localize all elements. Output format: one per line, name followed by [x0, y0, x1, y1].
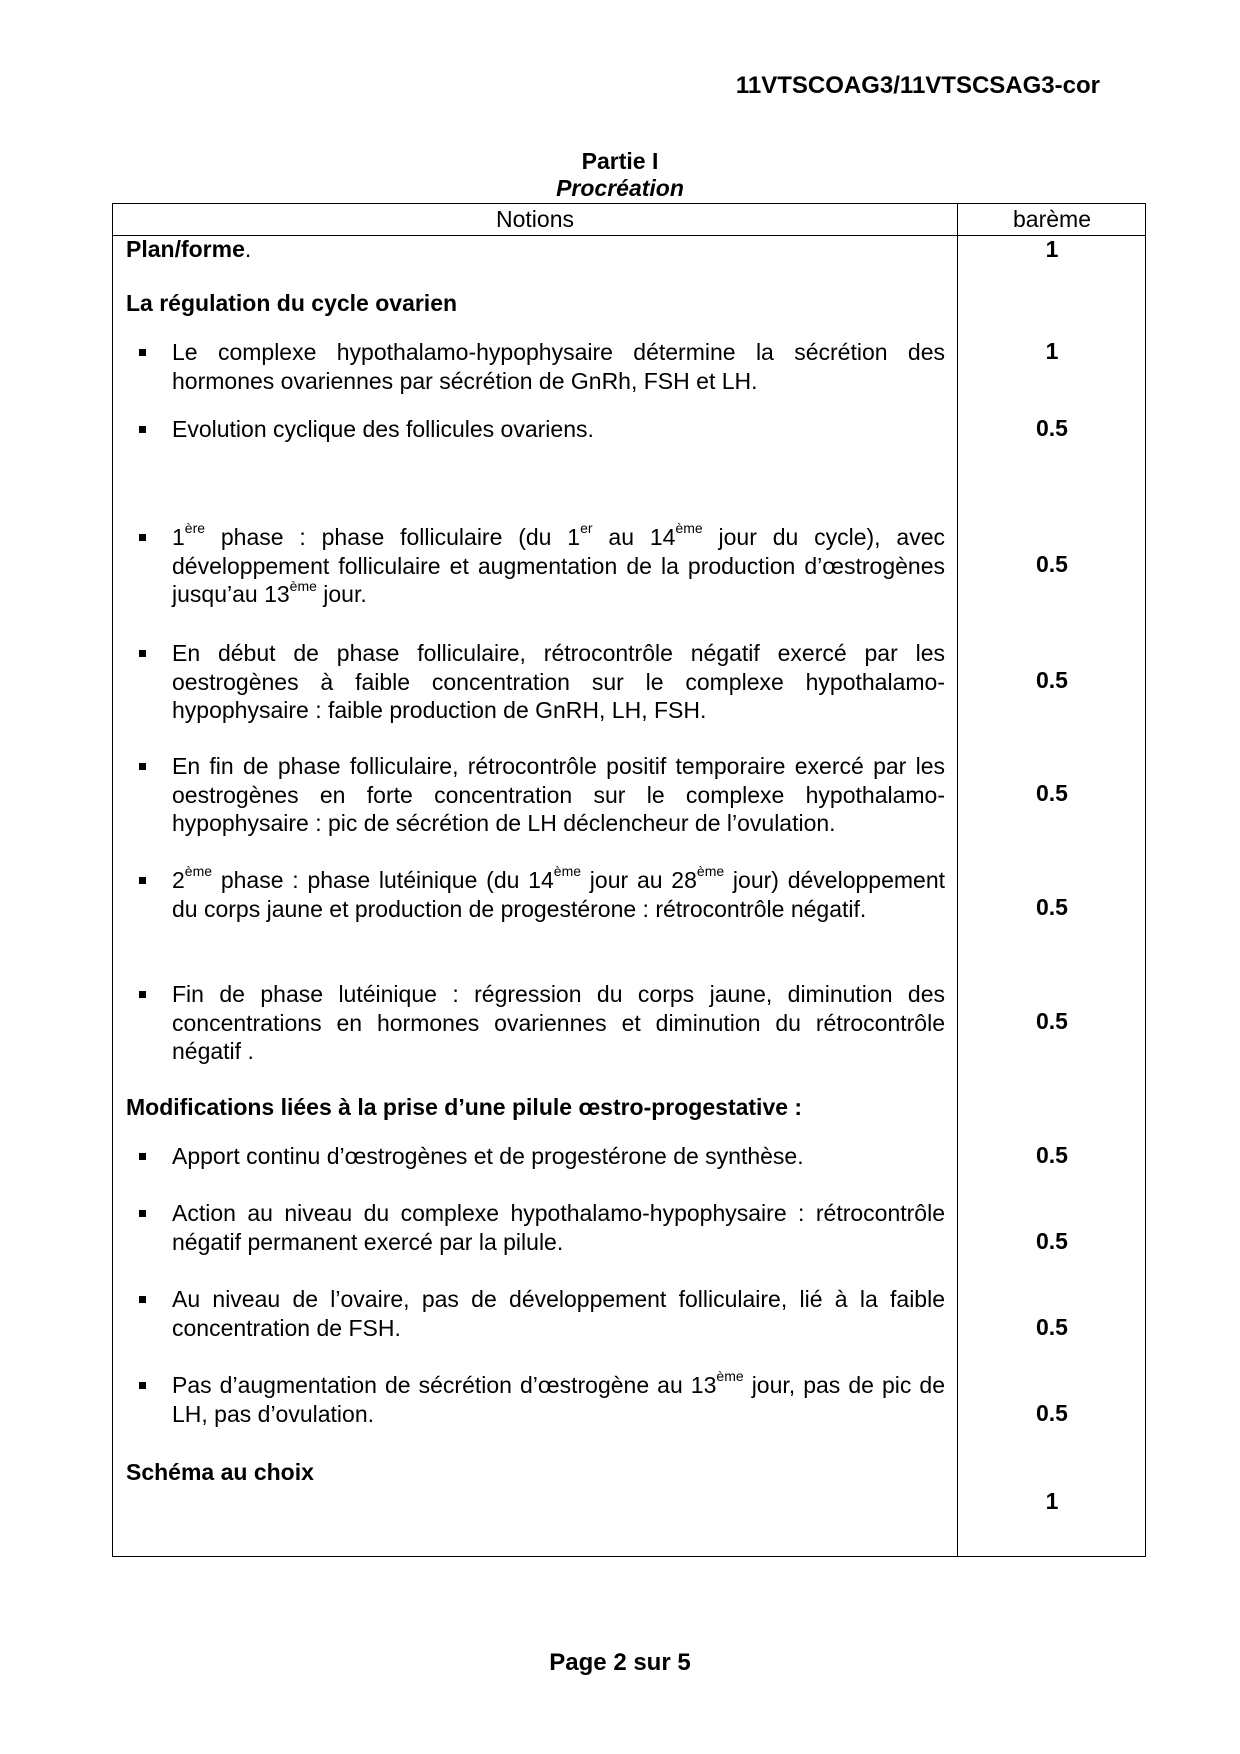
bullet-icon: [139, 426, 146, 433]
section-title-pilule: Modifications liées à la prise d’une pilule œstro-progestative :: [126, 1094, 803, 1120]
item-score: 0.5: [1036, 667, 1068, 693]
bullet-icon: [139, 650, 146, 657]
plan-score: 1: [1045, 236, 1059, 262]
item-score: 0.5: [1036, 1400, 1068, 1426]
bullet-icon: [139, 991, 146, 998]
column-header-bareme: barème: [1013, 206, 1091, 232]
column-divider: [957, 203, 958, 1557]
bullet-icon: [139, 1382, 146, 1389]
page-number: Page 2 sur 5: [549, 1649, 691, 1676]
bullet-icon: [139, 1210, 146, 1217]
item-score: 0.5: [1036, 415, 1068, 441]
section-title-schema: Schéma au choix: [126, 1459, 314, 1485]
plan-dot: .: [244, 236, 252, 262]
part-title: Partie I: [581, 148, 659, 174]
notion-item: 1ère phase : phase folliculaire (du 1er au 14ème jour du cycle), avec développement folliculaire et augmentation de la production d’œstrogènes jusqu’au 13ème jour.: [172, 520, 945, 608]
notion-item: Fin de phase lutéinique : régression du corps jaune, diminution des concentrations en hormones ovariennes et diminution du rétrocontrôle négatif .: [172, 981, 945, 1065]
column-header-notions: Notions: [496, 206, 574, 232]
bullet-icon: [139, 349, 146, 356]
notion-item: Le complexe hypothalamo-hypophysaire détermine la sécrétion des hormones ovariennes par sécrétion de GnRh, FSH et LH.: [172, 339, 945, 394]
item-score: 0.5: [1036, 1228, 1068, 1254]
notion-item: Au niveau de l’ovaire, pas de développement folliculaire, lié à la faible concentration de FSH.: [172, 1286, 945, 1341]
item-score: 0.5: [1036, 1142, 1068, 1168]
bullet-icon: [139, 534, 146, 541]
bullet-icon: [139, 763, 146, 770]
item-score: 0.5: [1036, 1314, 1068, 1340]
schema-score: 1: [1045, 1488, 1059, 1514]
notion-item: Evolution cyclique des follicules ovariens.: [172, 416, 594, 442]
bullet-icon: [139, 1296, 146, 1303]
notion-item: Apport continu d’œstrogènes et de progestérone de synthèse.: [172, 1143, 804, 1169]
notion-item: En fin de phase folliculaire, rétrocontrôle positif temporaire exercé par les oestrogènes en forte concentration sur le complexe hypothalamo-hypophysaire : pic de sécrétion de LH déclencheur de l’ovulation.: [172, 753, 945, 837]
item-score: 0.5: [1036, 780, 1068, 806]
item-score: 0.5: [1036, 1008, 1068, 1034]
section-title-regulation: La régulation du cycle ovarien: [126, 290, 458, 316]
document-code: 11VTSCOAG3/11VTSCSAG3-cor: [735, 72, 1100, 99]
bullet-icon: [139, 877, 146, 884]
item-score: 1: [1045, 338, 1059, 364]
plan-label: Plan/forme: [126, 236, 245, 262]
notion-item: Action au niveau du complexe hypothalamo-hypophysaire : rétrocontrôle négatif permanent exercé par la pilule.: [172, 1200, 945, 1255]
notion-item: 2ème phase : phase lutéinique (du 14ème jour au 28ème jour) développement du corps jaune et production de progestérone : rétrocontrôle négatif.: [172, 863, 946, 922]
bullet-icon: [139, 1153, 146, 1160]
notion-item: Pas d’augmentation de sécrétion d’œstrogène au 13ème jour, pas de pic de LH, pas d’ovulation.: [172, 1368, 946, 1427]
plan-row: [126, 236, 251, 263]
item-score: 0.5: [1036, 551, 1068, 577]
item-score: 0.5: [1036, 894, 1068, 920]
notion-item: En début de phase folliculaire, rétrocontrôle négatif exercé par les oestrogènes à faible concentration sur le complexe hypothalamo-hypophysaire : faible production de GnRH, LH, FSH.: [172, 640, 945, 724]
part-subtitle: Procréation: [556, 175, 684, 201]
